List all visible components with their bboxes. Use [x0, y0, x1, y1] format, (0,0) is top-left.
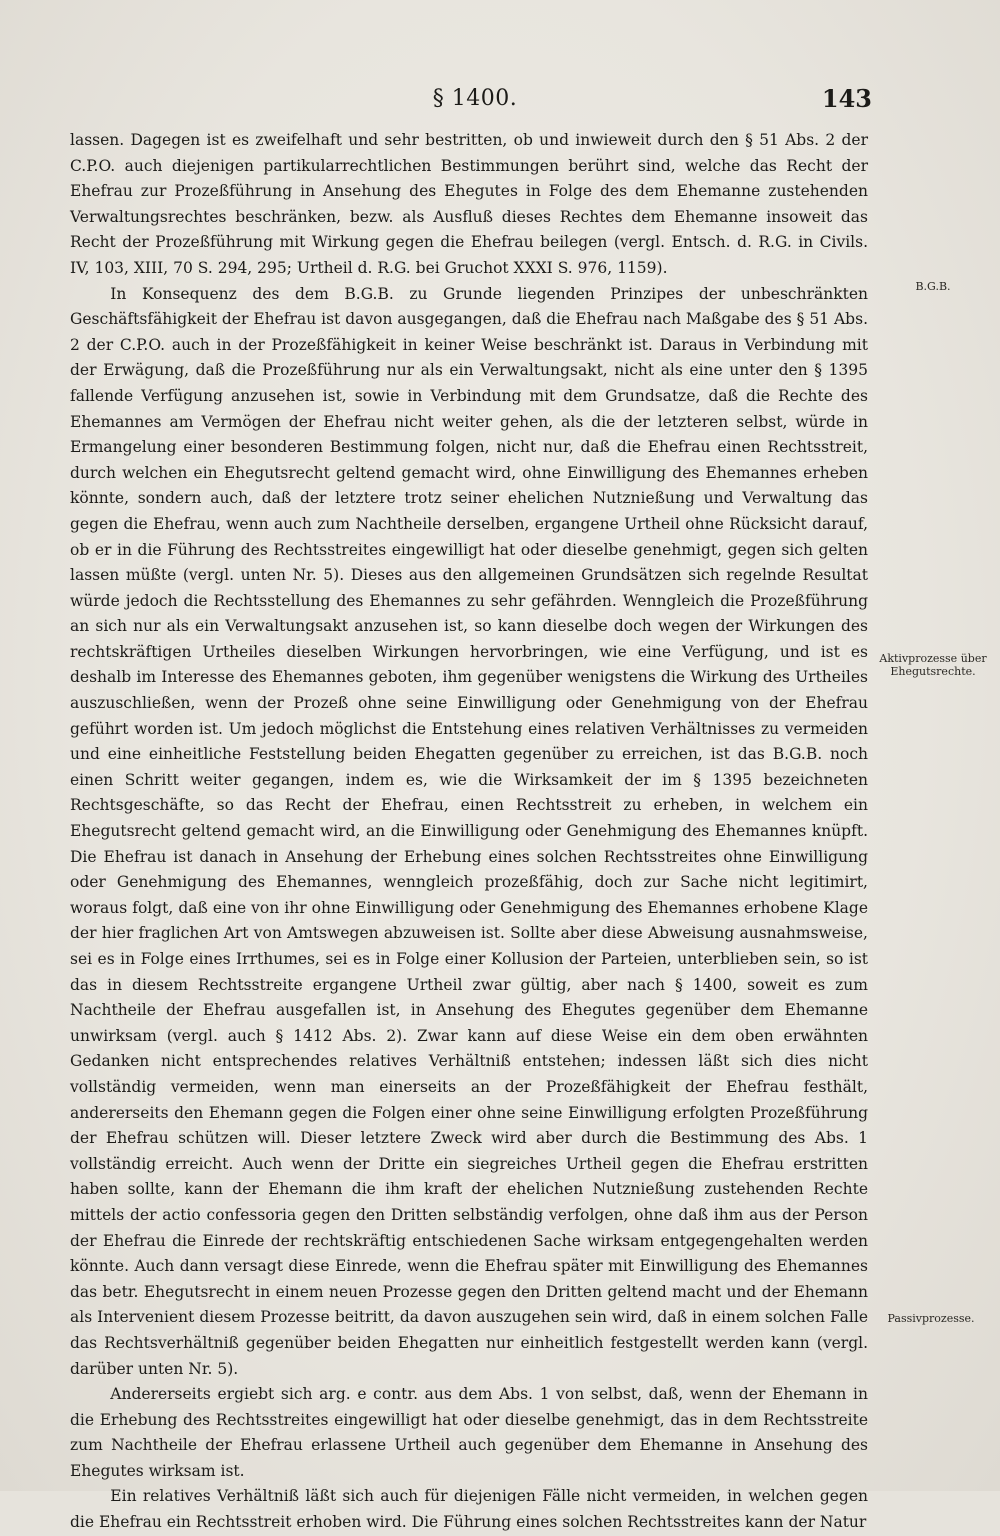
margin-note-passivprozesse: Passivprozesse. [887, 1312, 975, 1325]
paragraph: Ein relatives Verhältniß läßt sich auch für diejenigen Fälle nicht vermeiden, in welchen gegen die Ehefrau ein Rechtsstreit erhoben wird. Die Führung eines solchen Rechtsstreites kann der Natur [70, 1487, 868, 1532]
margin-note-aktivprozesse: Aktivprozesse über Ehegutsrechte. [879, 652, 987, 678]
paragraph: lassen. Dagegen ist es zweifelhaft und sehr bestritten, ob und inwieweit durch den § 51 Abs. 2 der C.P.O. auch diejenigen partikularrechtlichen Bestimmungen berührt sind, welche das Recht der Ehefrau zur Prozeßführung in Ansehung des Ehegutes in Folge des dem Ehemanne zustehenden Verwaltungsrechtes beschränken, bezw. als Ausfluß dieses Rechtes dem Ehemanne insoweit das Recht der Prozeßführung mit Wirkung gegen die Ehefrau beilegen (vergl. Entsch. d. R.G. in Civils. IV, 103, XIII, 70 S. 294, 295; Urtheil d. R.G. bei Gruchot XXXI S. 976, 1159). [70, 131, 868, 277]
page-number: 143 [821, 84, 872, 113]
paragraph: In Konsequenz des dem B.G.B. zu Grunde liegenden Prinzipes der unbeschränkten Geschäftsfähigkeit der Ehefrau ist davon ausgegangen, daß die Ehefrau nach Maßgabe des § 51 Abs. 2 der C.P.O. auch in der Prozeßfähigkeit in keiner Weise beschränkt ist. Daraus in Verbindung mit der Erwägung, daß die Prozeßführung nur als ein Verwaltungsakt, nicht als eine unter den § 1395 fallende Verfügung anzusehen ist, sowie in Verbindung mit dem Grundsatze, daß die Rechte des Ehemannes am Vermögen der Ehefrau nicht weiter gehen, als die der letzteren selbst, würde in Ermangelung einer besonderen Bestimmung folgen, nicht nur, daß die Ehefrau einen Rechtsstreit, durch welchen ein Ehegutsrecht geltend gemacht wird, ohne Einwilligung des Ehemannes erheben könnte, sondern auch, daß der letztere trotz seiner ehelichen Nutznießung und Verwaltung das gegen die Ehefrau, wenn auch zum Nachtheile derselben, ergangene Urtheil ohne Rücksicht darauf, ob er in die Führung des Rechtsstreites eingewilligt hat oder dieselbe genehmigt, gegen sich gelten lassen müßte (vergl. unten Nr. 5). Dieses aus den allgemeinen Grundsätzen sich regelnde Resultat würde jedoch die Rechtsstellung des Ehemannes zu sehr gefährden. Wenngleich die Prozeßführung an sich nur als ein Verwaltungsakt anzusehen ist, so kann dieselbe doch wegen der Wirkungen des rechtskräftigen Urtheiles dieselben Wirkungen hervorbringen, wie eine Verfügung, und ist es deshalb im Interesse des Ehemannes geboten, ihm gegenüber wenigstens die Wirkung des Urtheiles auszuschließen, wenn der Prozeß ohne seine Einwilligung oder Genehmigung von der Ehefrau geführt worden ist. Um jedoch möglichst die Entstehung eines relativen Verhältnisses zu vermeiden und eine einheitliche Feststellung beiden Ehegatten gegenüber zu erreichen, ist das B.G.B. noch einen Schritt weiter gegangen, indem es, wie die Wirksamkeit der im § 1395 bezeichneten Rechtsgeschäfte, so das Recht der Ehefrau, einen Rechtsstreit zu erheben, in welchem ein Ehegutsrecht geltend gemacht wird, an die Einwilligung oder Genehmigung des Ehemannes knüpft. Die Ehefrau ist danach in Ansehung der Erhebung eines solchen Rechtsstreites ohne Einwilligung oder Genehmigung des Ehemannes, wenngleich prozeßfähig, doch zur Sache nicht legitimirt, woraus folgt, daß eine von ihr ohne Einwilligung oder Genehmigung des Ehemannes erhobene Klage der hier fraglichen Art von Amtswegen abzuweisen ist. Sollte aber diese Abweisung ausnahmsweise, sei es in Folge eines Irrthumes, sei es in Folge einer Kollusion der Parteien, unterblieben sein, so ist das in diesem Rechtsstreite ergangene Urtheil zwar gültig, aber nach § 1400, soweit es zum Nachtheile der Ehefrau ausgefallen ist, in Ansehung des Ehegutes gegenüber dem Ehemanne unwirksam (vergl. auch § 1412 Abs. 2). Zwar kann auf diese Weise ein dem oben erwähnten Gedanken nicht entsprechendes relatives Verhältniß entstehen; indessen läßt sich dies nicht vollständig vermeiden, wenn man einerseits an der Prozeßfähigkeit der Ehefrau festhält, andererseits den Ehemann gegen die Folgen einer ohne seine Einwilligung erfolgten Prozeßführung der Ehefrau schützen will. Dieser letztere Zweck wird aber durch die Bestimmung des Abs. 1 vollständig erreicht. Auch wenn der Dritte ein siegreiches Urtheil gegen die Ehefrau erstritten haben sollte, kann der Ehemann die ihm kraft der ehelichen Nutznießung zustehenden Rechte mittels der actio confessoria gegen den Dritten selbständig verfolgen, ohne daß ihm aus der Person der Ehefrau die Einrede der rechtskräftig entschiedenen Sache wirksam entgegengehalten werden könnte. Auch dann versagt diese Einrede, wenn die Ehefrau später mit Einwilligung des Ehemannes das betr. Ehegutsrecht in einem neuen Prozesse gegen den Dritten geltend macht und der Ehemann als Intervenient diesem Prozesse beitritt, da davon auszugehen sein wird, daß in einem solchen Falle das Rechtsverhältniß gegenüber beiden Ehegatten nur einheitlich festgestellt werden kann (vergl. darüber unten Nr. 5). [70, 284, 868, 1378]
paragraph: Andererseits ergiebt sich arg. e contr. aus dem Abs. 1 von selbst, daß, wenn der Ehemann in die Erhebung des Rechtsstreites eingewilligt hat oder dieselbe genehmigt, das in dem Rechtsstreite zum Nachtheile der Ehefrau erlassene Urtheil auch gegenüber dem Ehemanne in Ansehung des Ehegutes wirksam ist. [70, 1385, 868, 1480]
section-number: § 1400. [432, 86, 518, 111]
running-header [70, 84, 880, 120]
body-text [70, 128, 868, 1536]
margin-note-bgb: B.G.B. [915, 280, 951, 293]
